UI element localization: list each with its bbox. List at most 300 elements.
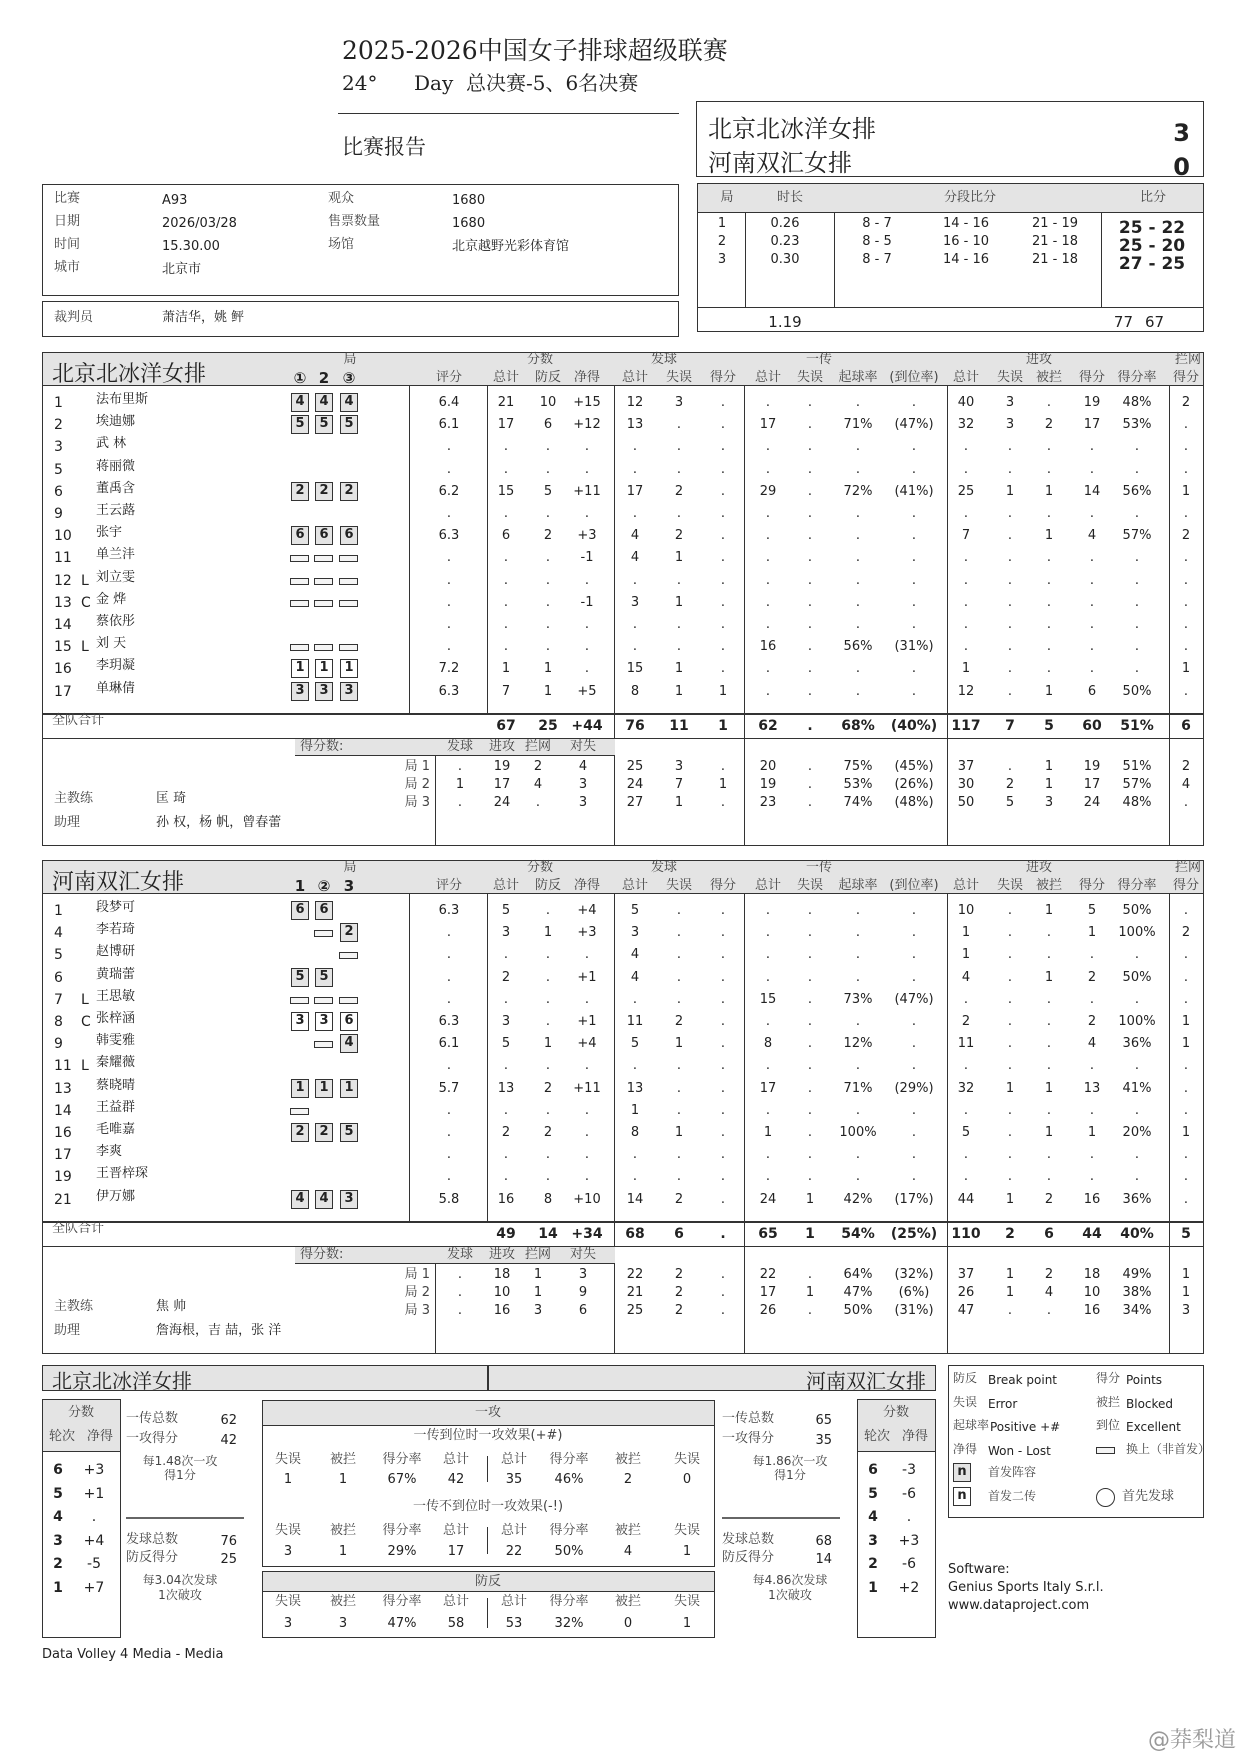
player-number: 12 [54,572,72,589]
stat-cell: . [807,1169,813,1185]
set-summary-cell: 25 [626,759,644,774]
first-serve-circle-icon [1096,1488,1115,1507]
stat-cell: . [503,594,509,610]
stat-cell: +1 [577,969,597,985]
team-total-cell: . [807,718,813,734]
sideout-note: 每1.86次一攻 [752,1454,828,1468]
column-header: 失误 [796,370,824,385]
stat-cell: 2 [543,1125,553,1140]
stat-cell: . [584,661,590,677]
set-summary-cell: 2 [1181,759,1191,774]
footer-text: Data Volley 4 Media - Media [42,1647,224,1662]
stat-cell: . [855,903,861,918]
set-summary-cell: (6%) [898,1285,930,1300]
stat-cell: . [503,1058,509,1074]
substitution-icon [290,644,309,651]
set-summary-cell: 16 [493,1303,511,1318]
team-total-cell: 51% [1120,718,1154,734]
stat-cell: . [1007,461,1013,477]
stat-cell: 1 [501,661,511,677]
stat-value: 2 [623,1472,633,1487]
set-summary-label: 局 3 [404,795,430,810]
stat-cell: . [503,639,509,655]
starting-position-box: 4 [340,1034,358,1053]
stat-cell: . [855,528,861,544]
stat-cell: . [1183,572,1189,588]
set-summary-cell: . [457,1267,463,1282]
substitution-icon [339,600,358,607]
set-summary-cell: 1 [674,795,684,810]
substitution-icon [339,952,358,959]
stat-cell: 1 [1044,483,1054,499]
player-number: 6 [54,969,63,986]
stat-cell: . [1183,506,1189,521]
set-summary-cell: . [807,1267,813,1282]
substitution-icon [339,578,358,585]
stat-cell: . [720,528,726,544]
stat-cell: . [503,572,509,588]
software-credit: Genius Sports Italy S.r.l. [948,1580,1104,1595]
stat-cell: 10 [957,903,975,918]
stat-cell: 8 [630,1125,640,1140]
set-summary-cell: 6 [578,1303,588,1318]
substitution-icon [314,930,333,937]
column-header: 被拦 [1035,878,1063,893]
rotation-number: 4 [53,1509,63,1526]
set-summary-cell: 2 [533,759,543,774]
software-credit: www.dataproject.com [948,1598,1090,1613]
stat-cell: . [765,594,771,610]
rotation-net: +3 [83,1462,105,1478]
set-summary-cell: 53% [843,777,873,792]
player-number: 7 [54,991,63,1008]
stat-cell: . [911,395,917,410]
stat-value: 0 [682,1472,692,1487]
stat-value: 1 [682,1544,692,1559]
column-header: 评分 [435,878,463,893]
set-summary-label: 局 2 [404,777,430,792]
player-number: 17 [54,1147,72,1164]
stat-cell: . [855,506,861,521]
set-summary-cell: . [1183,795,1189,810]
divider [1169,894,1170,1354]
rotation-label: 轮次 [48,1429,76,1444]
starting-setter-box: 6 [340,1012,358,1031]
stat-cell: . [855,1102,861,1118]
divider [487,386,488,713]
stat-cell: (31%) [894,639,934,655]
stat-cell: . [911,661,917,677]
stat-cell: 50% [1122,903,1152,918]
stat-cell: . [1183,1191,1189,1207]
stat-cell: . [720,1147,726,1163]
stat-cell: . [1046,661,1052,677]
column-header: 总计 [621,370,649,385]
stat-cell: . [807,528,813,544]
set-mark: ③ [342,369,356,387]
stat-cell: 10 [539,395,557,410]
stat-cell: . [807,395,813,410]
stat-cell: . [911,1147,917,1163]
player-role: L [81,639,89,656]
legend-setter: 首发二传 [988,1489,1037,1503]
set-summary-cell: . [807,795,813,810]
set-summary-cell: 47% [843,1285,873,1300]
stat-cell: 100% [1118,1014,1156,1029]
stat-cell: . [446,439,452,455]
stat-cell: . [676,506,682,521]
player-name: 秦耀薇 [96,1055,136,1071]
substitution-icon [339,997,358,1004]
stat-cell: 32 [957,1080,975,1096]
team-total-cell: 40% [1120,1226,1154,1242]
stat-cell: . [720,1036,726,1052]
net-label: 净得 [86,1429,114,1444]
stat-cell: . [1183,1102,1189,1118]
stat-cell: . [911,1102,917,1118]
stat-cell: . [545,1014,551,1029]
stat-header: 得分率 [382,1523,422,1538]
stat-cell: . [446,925,452,941]
stat-cell: 2 [674,1014,684,1029]
column-header: 净得 [573,370,601,385]
stat-header: 被拦 [614,1594,642,1609]
stat-cell: . [1007,1125,1013,1140]
stat-cell: . [676,925,682,941]
stat-cell: (41%) [894,483,934,499]
stat-cell: . [1183,1147,1189,1163]
player-name: 黄瑞蕾 [96,966,136,982]
team-total-cell: (40%) [890,718,938,734]
starting-position-box: 4 [315,1190,333,1209]
stat-cell: 2 [501,1125,511,1140]
sets-header: 分段比分 [943,190,997,205]
set-summary-cell: . [807,1303,813,1318]
stat-cell: . [963,550,969,566]
stat-cell: . [807,661,813,677]
starting-position-box: 5 [291,415,309,434]
stat-cell: . [720,903,726,918]
stat-header: 被拦 [614,1523,642,1538]
set-summary-cell: 30 [957,777,975,792]
starting-position-box: 1 [291,1079,309,1098]
stat-cell: . [765,528,771,544]
starting-position-box: 4 [315,393,333,412]
stat-cell: . [720,661,726,677]
stat-cell: +15 [573,395,601,410]
substitution-icon [290,1108,309,1115]
legend-term: 得分 [1096,1371,1121,1385]
stat-cell: . [1089,594,1095,610]
set-summary-cell: (45%) [894,759,934,774]
team-total-cell: 65 [758,1226,778,1242]
player-name: 张宇 [96,525,123,541]
stat-cell: 5 [501,903,511,918]
set-summary-cell: 5 [1005,795,1015,810]
column-header: 得分 [709,370,737,385]
set-summary-cell: 1 [533,1285,543,1300]
stat-cell: . [855,1169,861,1185]
rotation-number: 5 [53,1485,63,1502]
stat-value: 35 [505,1472,523,1487]
set-summary-cell: . [807,777,813,792]
stat-cell: . [1183,969,1189,985]
set-summary-cell: 37 [957,759,975,774]
divider [42,1246,1204,1247]
set-summary-cell: 10 [1083,1285,1101,1300]
stat-cell: 3 [501,925,511,941]
column-header: 总计 [754,878,782,893]
stat-cell: . [807,925,813,941]
player-number: 13 [54,1080,72,1097]
starting-position-box: 6 [291,526,309,545]
breakpoint-title: 防反 [474,1574,502,1589]
total-duration: 1.19 [768,313,802,331]
stat-cell: . [1046,1147,1052,1163]
set-summary-cell: 1 [1044,777,1054,792]
stat-cell: . [963,506,969,521]
stat-cell: . [1007,903,1013,918]
stat-cell: . [676,903,682,918]
stat-cell: 11 [626,1014,644,1029]
player-name: 埃迪娜 [96,414,136,430]
stat-value: 3 [338,1616,348,1631]
player-role: L [81,572,89,589]
player-role: L [81,1058,89,1075]
sets-header: 时长 [776,190,804,205]
stat-cell: . [1007,506,1013,521]
stat-cell: . [911,1036,917,1052]
stat-cell: . [720,617,726,632]
stat-cell: . [584,1147,590,1163]
stat-header: 得分率 [382,1452,422,1467]
stat-cell: 6.2 [438,483,460,499]
set-summary-cell: 3 [578,777,588,792]
stat-cell: . [765,439,771,455]
stat-cell: . [584,991,590,1007]
round-label: 24° [342,71,378,95]
player-name: 单兰沣 [96,547,136,563]
stat-cell: 53% [1122,417,1152,433]
summary-label: 发球 [446,739,474,754]
set-summary-cell: 17 [759,1285,777,1300]
team-stats-table [42,860,1204,1354]
stat-cell: 3 [630,594,640,610]
stat-cell: . [720,1191,726,1207]
referee-label: 裁判员 [54,310,94,325]
totals-label: 全队合计 [52,713,105,728]
rotation-net: -5 [87,1556,101,1573]
stat-cell: . [963,594,969,610]
stat-cell: +4 [577,903,597,918]
set-summary-cell: 25 [626,1303,644,1318]
stat-cell: . [632,991,638,1007]
set-summary-label: 局 1 [404,759,430,774]
starting-setter-box: 3 [315,1012,333,1031]
stat-cell: 16 [1083,1191,1101,1207]
starting-position-box: 2 [340,923,358,942]
starting-position-box: 2 [340,482,358,501]
column-group-header: 一传 [805,352,833,367]
stat-cell: 71% [843,417,873,433]
stat-cell: +11 [573,1080,601,1096]
stat-cell: . [720,395,726,410]
stat-cell: . [1134,1147,1140,1163]
stat-cell: . [1007,1147,1013,1163]
rotation-net: . [906,1509,912,1526]
stat-cell: . [855,439,861,455]
stat-cell: 29 [759,483,777,499]
coach-label: 主教练 [54,1299,94,1314]
stat-cell: . [1007,947,1013,963]
watermark: @莽梨道 [1147,1728,1236,1753]
legend-first-serve: 首先发球 [1122,1489,1175,1504]
column-header: 失误 [996,878,1024,893]
player-name: 单琳倩 [96,680,136,696]
set-summary-cell: 3 [578,795,588,810]
set-summary-cell: . [457,1285,463,1300]
rotation-label: 轮次 [863,1429,891,1444]
stat-cell: . [1183,1058,1189,1074]
stat-cell: . [632,439,638,455]
stat-cell: . [855,395,861,410]
stat-cell: . [765,925,771,941]
player-number: 5 [54,947,63,964]
player-name: 韩雯雅 [96,1033,136,1049]
player-name: 伊万娜 [96,1188,136,1204]
set-summary-cell: 50% [843,1303,873,1318]
reception-total-label: 一传总数 [126,1411,179,1426]
team-total-cell: 62 [758,718,778,734]
stat-value: 42 [447,1472,465,1487]
stat-value: 67% [387,1472,417,1487]
set-duration: 0.30 [770,252,800,267]
stat-cell: . [963,1102,969,1118]
set-summary-cell: 19 [759,777,777,792]
divider [1169,386,1170,846]
column-header: 总计 [492,370,520,385]
stat-cell: . [1134,1169,1140,1185]
set-summary-cell: . [1007,1303,1013,1318]
stat-cell: 32 [957,417,975,433]
stat-cell: . [1046,594,1052,610]
stat-cell: . [503,506,509,521]
stat-cell: . [1089,550,1095,566]
set-summary-cell: 22 [759,1267,777,1282]
stat-cell: . [545,506,551,521]
column-header: 失误 [996,370,1024,385]
set-summary-cell: 1 [718,777,728,792]
stat-cell: 1 [1087,1125,1097,1140]
player-name: 蒋丽微 [96,458,136,474]
column-group-header: 发球 [650,352,678,367]
stat-cell: . [632,639,638,655]
starting-position-box: 6 [315,526,333,545]
set-summary-cell: . [720,759,726,774]
rotation-net: +1 [83,1485,105,1502]
rotation-net: +7 [83,1580,105,1596]
stat-cell: . [720,483,726,499]
team-total-cell: . [720,1226,726,1242]
info-label: 售票数量 [328,214,381,229]
player-number: 9 [54,506,63,522]
stat-cell: 2 [1087,969,1097,985]
team-total-cell: +44 [571,718,603,734]
team-total-cell: 1 [805,1226,815,1242]
breakpoint-points-label: 防反得分 [126,1550,179,1565]
stat-cell: . [1046,1014,1052,1029]
stat-cell: . [1007,617,1013,632]
stat-cell: 1 [1087,925,1097,941]
stat-cell: . [855,1058,861,1074]
stat-value: 1 [682,1616,692,1631]
stat-cell: . [1046,1102,1052,1118]
stat-cell: . [446,1169,452,1185]
stat-cell: . [1134,461,1140,477]
stat-header: 总计 [442,1523,470,1538]
stat-cell: . [676,991,682,1007]
stat-cell: . [963,1058,969,1074]
column-header: 起球率 [838,370,878,385]
stat-cell: . [911,969,917,985]
starting-position-box: 6 [340,526,358,545]
partial-score: 21 - 18 [1031,234,1079,249]
divider [834,213,835,307]
set-duration: 0.26 [770,216,800,231]
rotation-number: 6 [868,1462,878,1478]
substitution-icon [314,578,333,585]
stat-cell: . [911,617,917,632]
stat-cell: 100% [839,1125,877,1140]
stat-cell: . [545,594,551,610]
set-summary-cell: 21 [626,1285,644,1300]
starting-setter-box: 1 [315,659,333,678]
divider [745,213,746,307]
stat-cell: (17%) [894,1191,934,1207]
stat-value: 46% [554,1472,584,1487]
stat-cell: . [545,903,551,918]
stat-cell: . [584,1169,590,1185]
player-name: 法布里斯 [96,392,149,407]
set-summary-label: 局 3 [404,1303,430,1318]
set-summary-cell: 9 [578,1285,588,1300]
set-summary-cell: 3 [1044,795,1054,810]
starting-position-box: 5 [340,415,358,434]
stat-cell: 1 [1044,683,1054,699]
set-summary-cell: 19 [493,759,511,774]
set-summary-cell: 19 [1083,759,1101,774]
info-value: 1680 [452,193,486,208]
summary-label: 进攻 [488,739,516,754]
stat-cell: . [1183,991,1189,1007]
stat-cell: . [1089,947,1095,963]
starting-position-box: 2 [291,1123,309,1142]
stat-cell: . [1089,572,1095,588]
team-total-cell: 44 [1082,1226,1102,1242]
set-summary-cell: 38% [1122,1285,1152,1300]
stat-cell: . [1046,439,1052,455]
set-summary-cell: . [1007,759,1013,774]
stat-cell: . [1007,1058,1013,1074]
stat-cell: . [911,1058,917,1074]
stat-cell: 8 [763,1036,773,1052]
stat-cell: 2 [1087,1014,1097,1029]
stat-cell: . [503,617,509,632]
stat-cell: . [503,991,509,1007]
info-label: 城市 [54,260,81,275]
stat-cell: 16 [497,1191,515,1207]
team-total-cell: (25%) [890,1226,938,1242]
